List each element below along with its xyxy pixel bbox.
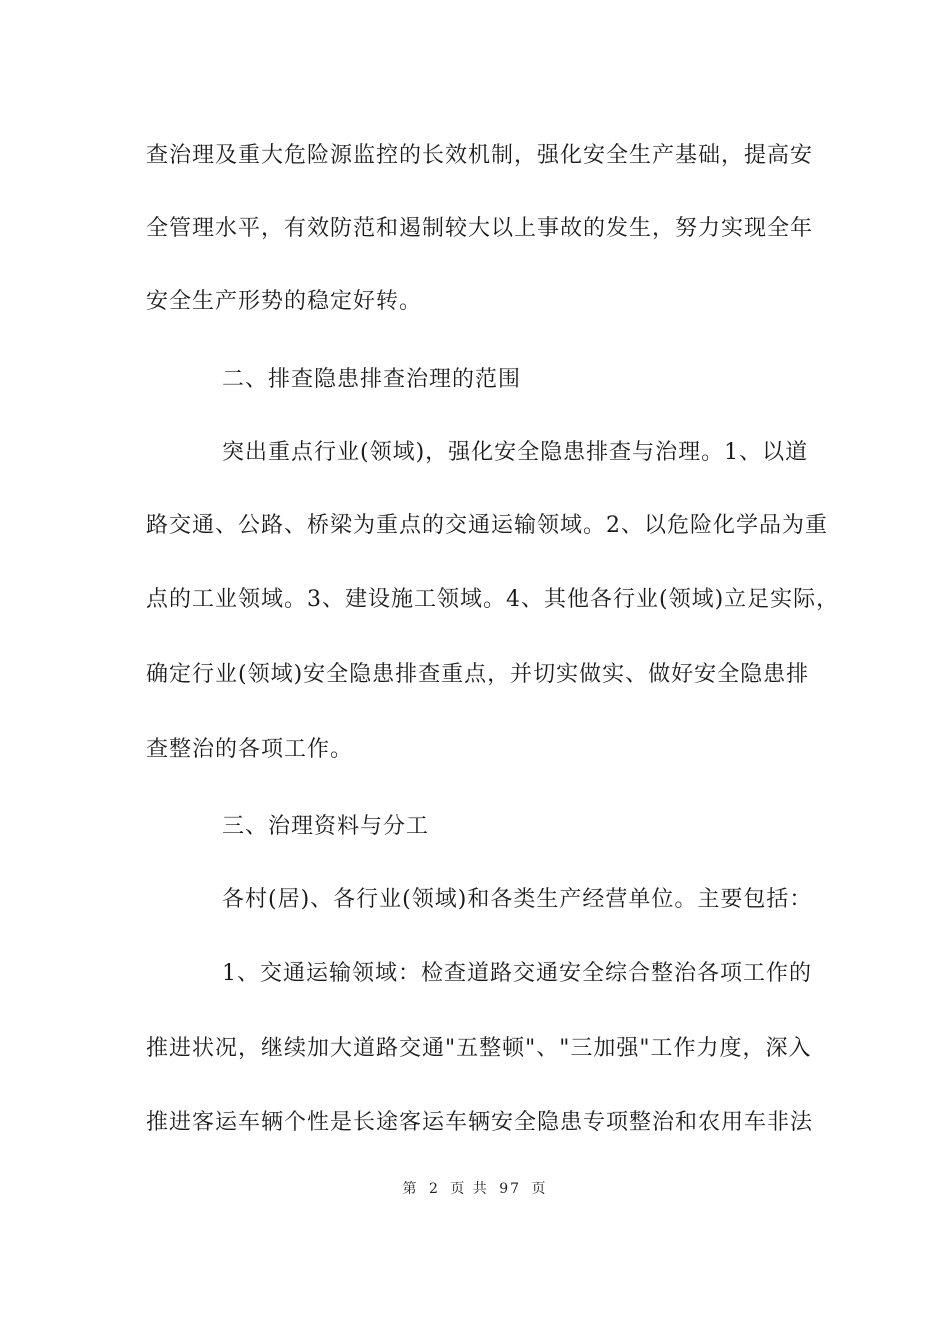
text-line: 突出重点行业(领域)，强化安全隐患排查与治理。1、以道 [222, 440, 809, 465]
footer-page-number: 2 [428, 1181, 440, 1197]
text-line: 全管理水平，有效防范和遏制较大以上事故的发生，努力实现全年 [146, 216, 814, 241]
footer-total-pages: 97 [499, 1181, 522, 1197]
page-footer [0, 1180, 950, 1198]
text-line: 查治理及重大危险源监控的长效机制，强化安全生产基础，提高安 [146, 143, 814, 168]
footer-prefix: 第 [402, 1181, 419, 1197]
text-line: 1、交通运输领域：检查道路交通安全综合整治各项工作的 [222, 961, 812, 986]
section-heading: 二、排查隐患排查治理的范围 [222, 367, 522, 392]
text-line: 推进客运车辆个性是长途客运车辆安全隐患专项整治和农用车非法 [146, 1110, 814, 1135]
text-line: 安全生产形势的稳定好转。 [146, 289, 423, 314]
footer-suffix: 页 [531, 1181, 548, 1197]
text-line: 路交通、公路、桥梁为重点的交通运输领域。2、以危险化学品为重 [146, 513, 828, 538]
text-line: 各村(居)、各行业(领域)和各类生产经营单位。主要包括： [222, 887, 813, 912]
footer-middle: 页 共 [450, 1181, 489, 1197]
section-heading: 三、治理资料与分工 [222, 814, 430, 839]
text-line: 点的工业领域。3、建设施工领域。4、其他各行业(领域)立足实际， [146, 587, 840, 612]
text-line: 确定行业(领域)安全隐患排查重点，并切实做实、做好安全隐患排 [146, 662, 810, 687]
text-line: 查整治的各项工作。 [146, 737, 354, 762]
text-line: 推进状况，继续加大道路交通"五整顿"、"三加强"工作力度，深入 [146, 1036, 812, 1061]
